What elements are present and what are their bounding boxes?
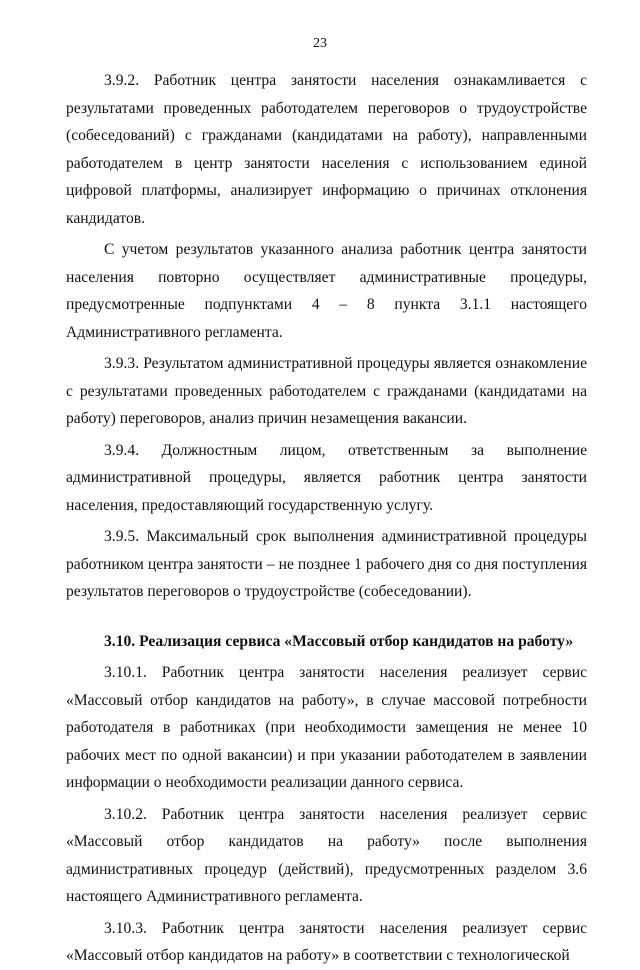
document-body — [66, 67, 587, 970]
paragraph-3-10-1: 3.10.1. Работник центра занятости населения реализует сервис «Массовый отбор кандидатов на работу», в случае массовой потребности работодателя в работниках (при необходимости замещения не менее 10 рабочих мест по одной вакансии) и при указании работодателем в заявлении информации о необходимости реализации данного сервиса. — [66, 664, 587, 791]
paragraph-3-9-3: 3.9.3. Результатом административной процедуры является ознакомление с результатами проведенных работодателем с гражданами (кандидатами на работу) переговоров, анализ причин незамещения вакансии. — [66, 355, 587, 427]
paragraph-3-10-3: 3.10.3. Работник центра занятости населения реализует сервис «Массовый отбор кандидатов на работу» в соответствии с технологической — [66, 919, 587, 964]
paragraph-analysis: С учетом результатов указанного анализа работник центра занятости населения повторно осуществляет административные процедуры, предусмотренные подпунктами 4 – 8 пункта 3.1.1 настоящего Административного регламента. — [66, 241, 587, 341]
paragraph-3-9-2: 3.9.2. Работник центра занятости населения ознакамливается с результатами проведенных работодателем переговоров о трудоустройстве (собеседований) с гражданами (кандидатами на работу), направленными работодателем в центр занятости населения с использованием единой цифровой платформы, анализирует информацию о причинах отклонения кандидатов. — [66, 72, 587, 227]
section-heading: 3.10. Реализация сервиса «Массовый отбор кандидатов на работу» — [104, 632, 574, 650]
page-number: 23 — [313, 36, 327, 51]
paragraph-3-10-2: 3.10.2. Работник центра занятости населения реализует сервис «Массовый отбор кандидатов на работу» после выполнения административных процедур (действий), предусмотренных разделом 3.6 настоящего Административного регламента. — [66, 805, 587, 905]
paragraph-3-9-4: 3.9.4. Должностным лицом, ответственным за выполнение административной процедуры, является работник центра занятости населения, предоставляющий государственную услугу. — [66, 441, 587, 514]
paragraph-3-9-5: 3.9.5. Максимальный срок выполнения административной процедуры работником центра занятости – не позднее 1 рабочего дня со дня поступления результатов переговоров о трудоустройстве (собеседовании). — [66, 528, 587, 600]
